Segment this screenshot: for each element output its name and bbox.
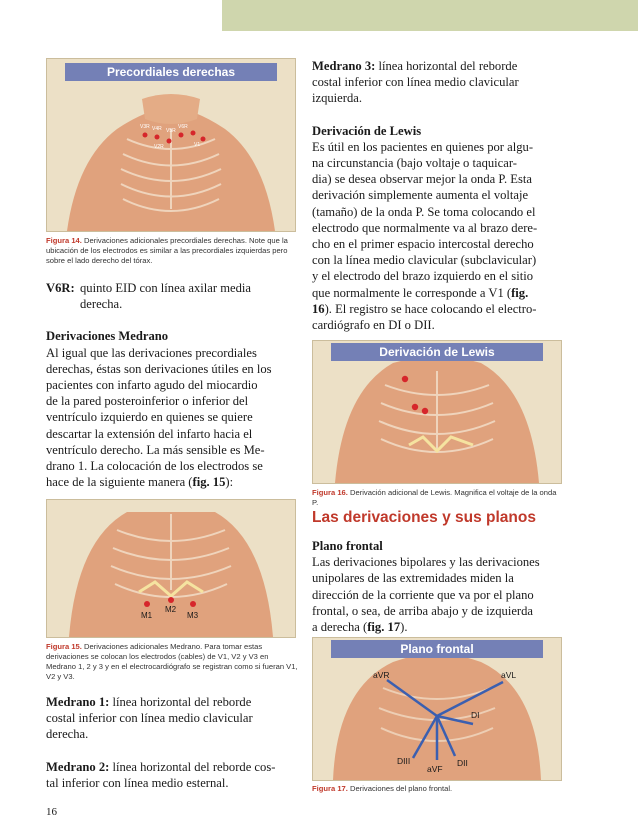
plano-line: frontal, o sea, de arriba abajo y de izquierda bbox=[312, 603, 533, 618]
v4r-label: V4R bbox=[152, 126, 162, 132]
dii-label: DII bbox=[457, 758, 468, 768]
torso-medrano-illustration bbox=[47, 500, 295, 637]
right-column-top bbox=[312, 58, 564, 333]
medrano-line: hace de la siguiente manera ( bbox=[46, 475, 193, 490]
medrano-line: ventrículo izquierdo en quienes se quiere bbox=[46, 410, 253, 425]
header-band-right bbox=[222, 0, 638, 31]
medrano-2-term: Medrano 2: bbox=[46, 759, 110, 774]
left-column-top bbox=[46, 280, 298, 490]
plano-line: unipolares de las extremidades miden la bbox=[312, 571, 514, 586]
figure-14-caption-text: Derivaciones adicionales precordiales derechas. Note que la ubicación de los electrodos es similar a las precordiales izquierdas pero sobre el lado derecho del tórax. bbox=[46, 236, 288, 265]
medrano-3-line: costal inferior con línea medio clavicular bbox=[312, 75, 519, 90]
figure-15-caption-text: Derivaciones adicionales Medrano. Para tomar estas derivaciones se colocan los electrodos (cables) de V1, V2 y V3 en Medrano 1, 2 y 3 y en el electrocardiógrafo se registran como si fueran V1, V2 y V3. bbox=[46, 642, 298, 681]
figure-14-caption bbox=[46, 236, 298, 266]
figure-16-title: Derivación de Lewis bbox=[331, 343, 543, 361]
diii-label: DIII bbox=[397, 756, 411, 766]
figure-15-label: Figura 15. bbox=[46, 642, 82, 651]
medrano-1-line: derecha. bbox=[46, 727, 89, 742]
plano-line: a derecha ( bbox=[312, 620, 368, 635]
m1-label: M1 bbox=[141, 611, 153, 620]
di-label: DI bbox=[471, 710, 480, 720]
medrano-1-line: costal inferior con línea medio clavicular bbox=[46, 711, 253, 726]
figure-16-caption-text: Derivación adicional de Lewis. Magnifica el voltaje de la onda P. bbox=[312, 488, 557, 507]
v2r-label: V2R bbox=[154, 144, 164, 150]
medrano-line: drano 1. La colocación de los electrodos se bbox=[46, 459, 263, 474]
lewis-line: Es útil en los pacientes en quienes por algu- bbox=[312, 139, 534, 154]
plano-heading: Plano frontal bbox=[312, 539, 383, 553]
figure-16-reference-number: 16 bbox=[312, 301, 325, 316]
torso-lewis-illustration bbox=[313, 341, 561, 483]
figure-14-label: Figura 14. bbox=[46, 236, 82, 245]
v6r-definition bbox=[80, 280, 251, 312]
medrano-close: ): bbox=[225, 475, 234, 490]
lewis-paragraph bbox=[312, 139, 564, 333]
avr-label: aVR bbox=[373, 670, 390, 680]
avl-label: aVL bbox=[501, 670, 517, 680]
lewis-line: con la línea medio clavicular (subclavicular) bbox=[312, 253, 537, 268]
v1-label: V1 bbox=[194, 142, 201, 148]
medrano-3-line: izquierda. bbox=[312, 91, 362, 106]
v6r-line-2: derecha. bbox=[80, 297, 123, 312]
figure-14-labels-overlay bbox=[46, 58, 294, 230]
medrano-2-line: línea horizontal del reborde cos- bbox=[109, 759, 276, 774]
lewis-line: dia) se desea observar mejor la onda P. Esta bbox=[312, 172, 532, 187]
figure-15-image bbox=[46, 499, 296, 638]
header-band-left bbox=[0, 0, 222, 31]
figure-16-caption bbox=[312, 488, 564, 508]
v3r-label: V3R bbox=[140, 124, 150, 130]
medrano-line: de la pared posteroinferior o inferior del bbox=[46, 394, 249, 409]
lewis-line: derivación simplemente aumenta el voltaje bbox=[312, 188, 529, 203]
m2-label: M2 bbox=[165, 605, 177, 614]
medrano-1-paragraph bbox=[46, 694, 298, 743]
lewis-line: cardiógrafo en DI o DII. bbox=[312, 318, 435, 333]
lewis-line: (tamaño) de la onda P. Se toma colocando el bbox=[312, 204, 536, 219]
medrano-line: pacientes con infarto agudo del miocardio bbox=[46, 378, 258, 393]
figure-15-caption bbox=[46, 642, 298, 682]
medrano-1-line: línea horizontal del reborde bbox=[109, 695, 252, 709]
left-column-bottom bbox=[46, 694, 298, 791]
right-column-bottom bbox=[312, 538, 564, 635]
v6r-line-1: quinto EID con línea axilar media bbox=[80, 281, 252, 295]
figure-17-caption bbox=[312, 784, 564, 794]
figure-16-image bbox=[312, 340, 562, 484]
plano-line: dirección de la corriente que va por el plano bbox=[312, 587, 534, 602]
lewis-line: electrodo que normalmente va al brazo dere- bbox=[312, 220, 538, 235]
avf-label: aVF bbox=[427, 764, 443, 774]
medrano-3-line: línea horizontal del reborde bbox=[375, 59, 518, 73]
lewis-line: que normalmente le corresponde a V1 ( bbox=[312, 285, 512, 300]
v6r-label: V6R bbox=[178, 124, 188, 130]
plano-line: Las derivaciones bipolares y las derivaciones bbox=[312, 555, 540, 570]
figure-17-caption-text: Derivaciones del plano frontal. bbox=[350, 784, 453, 793]
lewis-line: y el electrodo del brazo izquierdo en el sitio bbox=[312, 269, 534, 284]
medrano-3-paragraph bbox=[312, 58, 564, 107]
lewis-heading: Derivación de Lewis bbox=[312, 123, 422, 138]
section-title: Las derivaciones y sus planos bbox=[312, 509, 536, 526]
figure-16-label: Figura 16. bbox=[312, 488, 348, 497]
figure-17-image bbox=[312, 637, 562, 781]
lewis-line: ). El registro se hace colocando el electro- bbox=[324, 301, 537, 316]
figure-16-reference: fig. bbox=[511, 285, 529, 300]
m3-label: M3 bbox=[187, 611, 199, 620]
medrano-1-term: Medrano 1: bbox=[46, 695, 110, 709]
medrano-line: ventrículo derecho. La más sensible es Me- bbox=[46, 442, 265, 457]
medrano-2-paragraph bbox=[46, 759, 298, 791]
figure-15-reference: fig. 15 bbox=[192, 475, 226, 490]
medrano-line: Al igual que las derivaciones precordiales bbox=[46, 345, 257, 360]
medrano-paragraph bbox=[46, 345, 298, 491]
lewis-line: cho en el primer espacio intercostal derecho bbox=[312, 237, 534, 252]
figure-17-title: Plano frontal bbox=[331, 640, 543, 658]
torso-frontal-plane-illustration bbox=[313, 638, 561, 780]
lewis-line: na circunstancia (bajo voltaje o taquicar- bbox=[312, 156, 517, 171]
figure-17-label: Figura 17. bbox=[312, 784, 348, 793]
figure-14-title: Precordiales derechas bbox=[65, 63, 277, 81]
medrano-line: descartar la extensión del infarto hacia el bbox=[46, 426, 253, 441]
medrano-line: derechas, éstas son derivaciones útiles en los bbox=[46, 361, 272, 376]
medrano-heading: Derivaciones Medrano bbox=[46, 329, 169, 344]
plano-close: ). bbox=[400, 620, 408, 635]
v6r-term: V6R: bbox=[46, 281, 75, 295]
medrano-2-line: tal inferior con línea medio esternal. bbox=[46, 775, 229, 790]
plano-paragraph bbox=[312, 554, 564, 635]
v5r-label: V5R bbox=[166, 128, 176, 134]
figure-17-reference: fig. 17 bbox=[367, 620, 401, 635]
page-number: 16 bbox=[46, 806, 57, 818]
medrano-3-term: Medrano 3: bbox=[312, 59, 376, 73]
